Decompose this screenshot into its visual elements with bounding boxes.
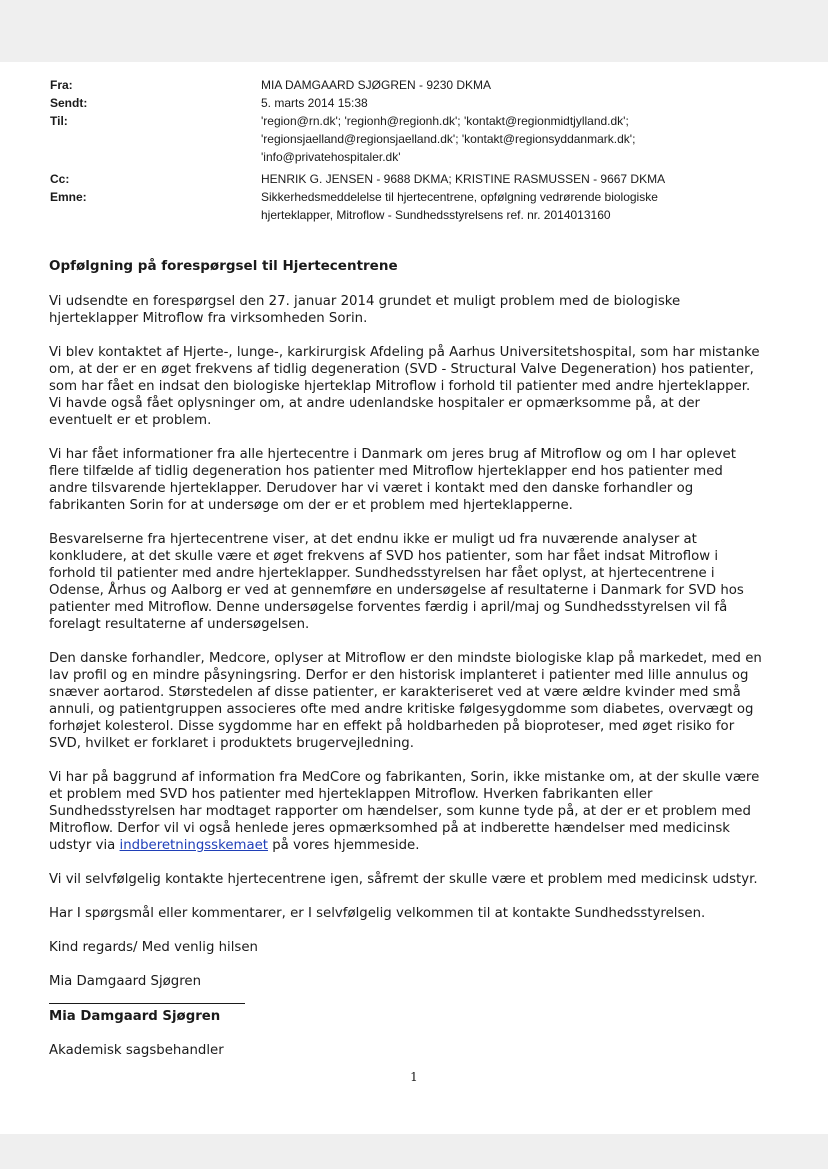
to-row [50,112,780,166]
to-label: Til: [50,114,68,128]
paragraph-1: Vi udsendte en forespørgsel den 27. januar 2014 grundet et muligt problem med de biologiske hjerteklapper Mitroflow fra virksomheden Sorin. [49,294,681,326]
reporting-form-link[interactable]: indberetningsskemaet [119,838,269,853]
subject-row [50,188,780,224]
sent-row [50,94,780,112]
signature-divider [49,1003,245,1004]
closing-name: Mia Damgaard Sjøgren [49,974,202,989]
page-number: 1 [410,1070,418,1084]
paragraph-6-text-end: på vores hjemmeside. [268,838,420,853]
to-line: 'info@privatehospitaler.dk' [261,150,401,164]
email-body [49,256,765,1076]
paragraph-7: Vi vil selvfølgelig kontakte hjertecentrene igen, såfremt der skulle være et problem med medicinsk udstyr. [49,872,758,887]
subject-label: Emne: [50,190,87,204]
subject-line: Sikkerhedsmeddelelse til hjertecentrene, opfølgning vedrørende biologiske [261,190,658,204]
paragraph-2: Vi blev kontaktet af Hjerte-, lunge-, karkirurgisk Afdeling på Aarhus Universitetshospital, som har mistanke om, at der er en øget frekvens af tidlig degeneration (SVD - Structural Valve Degeneration) hos patienter, som har fået en indsat den biologiske hjerteklap Mitroflow i forhold til patienter med andre hjerteklapper. Vi havde også fået oplysninger om, at andre udenlandske hospitaler er opmærksomme på, at der eventuelt er et problem. [49,345,760,428]
paragraph-6 [49,769,765,854]
to-value [261,112,780,166]
signature-name: Mia Damgaard Sjøgren [49,1009,221,1024]
from-label: Fra: [50,78,73,92]
body-heading: Opfølgning på forespørgsel til Hjertecentrene [49,258,398,274]
closing-greeting: Kind regards/ Med venlig hilsen [49,940,258,955]
paragraph-4: Besvarelserne fra hjertecentrene viser, at det endnu ikke er muligt ud fra nuværende analyser at konkludere, at det skulle være et øget frekvens af SVD hos patienter, som har fået indsat Mitroflow i forhold til patienter med andre hjerteklapper. Sundhedsstyrelsen har fået oplyst, at hjertecentrene i Odense, Århus og Aalborg er ved at gennemføre en undersøgelse af resultaterne i Danmark for SVD hos patienter med Mitroflow. Denne undersøgelse forventes færdig i april/maj og Sundhedsstyrelsen vil få forelagt resultaterne af undersøgelsen. [49,532,744,632]
paragraph-8: Har I spørgsmål eller kommentarer, er I selvfølgelig velkommen til at kontakte Sundhedsstyrelsen. [49,906,706,921]
sent-label: Sendt: [50,96,88,110]
scan-top-band [0,0,828,62]
paragraph-6-text: Vi har på baggrund af information fra MedCore og fabrikanten, Sorin, ikke mistanke om, at der skulle være et problem med SVD hos patienter med hjerteklappen Mitroflow. Hverken fabrikanten eller Sundhedsstyrelsen har modtaget rapporter om hændelser, som kunne tyde på, at der er et problem med Mitroflow. Derfor vil vi også henlede jeres opmærksomhed på at indberette hændelser med medicinsk udstyr via [49,770,760,853]
sent-value: 5. marts 2014 15:38 [261,96,368,110]
to-line: 'regionsjaelland@regionsjaelland.dk'; 'kontakt@regionsyddanmark.dk'; [261,132,636,146]
from-row [50,76,780,94]
signature-title: Akademisk sagsbehandler [49,1043,224,1058]
paragraph-5: Den danske forhandler, Medcore, oplyser at Mitroflow er den mindste biologiske klap på markedet, med en lav profil og en mindre påsyningsring. Derfor er den historisk implanteret i patienter med lille annulus og snæver aortarod. Størstedelen af disse patienter, er karakteriseret ved at være ældre kvinder med små annuli, og patientgruppen associeres ofte med andre kritiske følgesygdomme som diabetes, overvægt og forhøjet kolesterol. Disse sygdomme har en effekt på holdbarheden på bioproteser, med øget risiko for SVD, hvilket er forklaret i produktets brugervejledning. [49,651,762,751]
cc-row [50,170,780,188]
to-line: 'region@rn.dk'; 'regionh@regionh.dk'; 'kontakt@regionmidtjylland.dk'; [261,114,629,128]
scan-bottom-band [0,1134,828,1169]
from-value: MIA DAMGAARD SJØGREN - 9230 DKMA [261,78,492,92]
subject-value [261,188,780,224]
paragraph-3: Vi har fået informationer fra alle hjertecentre i Danmark om jeres brug af Mitroflow og om I har oplevet flere tilfælde af tidlig degeneration hos patienter med Mitroflow hjerteklapper end hos patienter med andre tilsvarende hjerteklapper. Derudover har vi været i kontakt med den danske forhandler og fabrikanten Sorin for at undersøge om der er et problem med hjerteklapperne. [49,447,736,513]
email-header [50,76,780,224]
cc-label: Cc: [50,172,70,186]
cc-value: HENRIK G. JENSEN - 9688 DKMA; KRISTINE RASMUSSEN - 9667 DKMA [261,172,666,186]
subject-line: hjerteklapper, Mitroflow - Sundhedsstyrelsens ref. nr. 2014013160 [261,208,611,222]
